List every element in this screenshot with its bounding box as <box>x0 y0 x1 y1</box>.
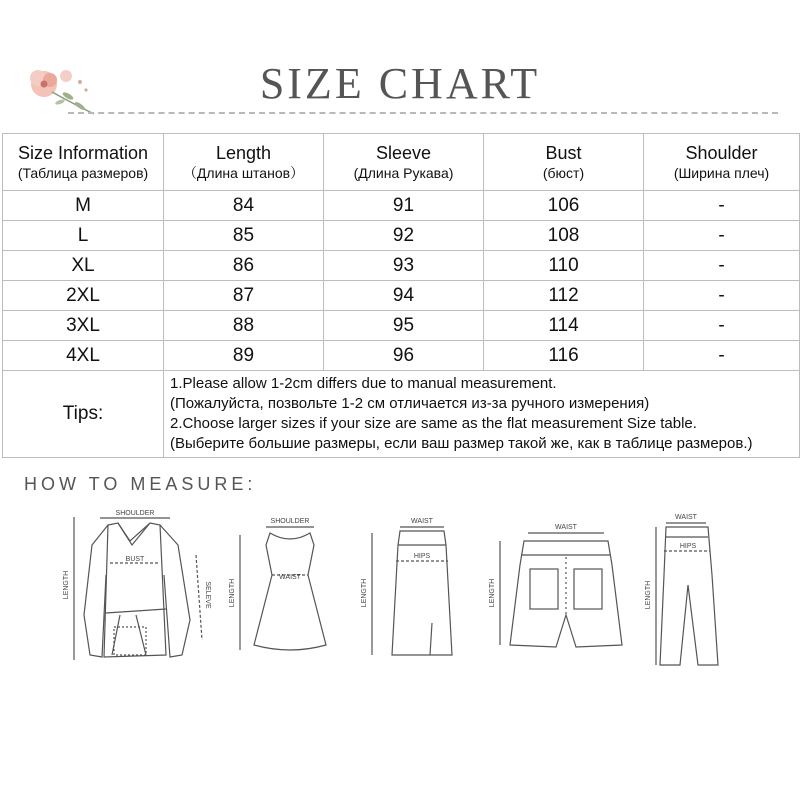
table-cell: 96 <box>324 341 484 371</box>
coat-illustration-icon <box>63 510 211 660</box>
tips-row <box>3 371 800 458</box>
table-row <box>3 311 800 341</box>
column-header-sleeve: Sleeve (Длина Рукава) <box>324 134 484 191</box>
dress-illustration-icon <box>229 518 326 650</box>
length-label: LENGTH <box>489 578 496 608</box>
hips-label: HIPS <box>413 553 431 560</box>
length-label: LENGTH <box>645 580 652 610</box>
shoulder-label: SHOULDER <box>270 518 310 525</box>
table-row <box>3 341 800 371</box>
table-cell: 116 <box>484 341 644 371</box>
table-row <box>3 221 800 251</box>
table-cell: 93 <box>324 251 484 281</box>
tips-label: Tips: <box>3 371 164 458</box>
table-cell: 88 <box>164 311 324 341</box>
tip-line: 2.Choose larger sizes if your size are same as the flat measurement Size table. <box>170 415 697 432</box>
table-cell: - <box>644 341 800 371</box>
length-label: LENGTH <box>229 578 236 608</box>
waist-label: WAIST <box>675 514 697 521</box>
hips-label: HIPS <box>679 543 697 550</box>
table-cell: 114 <box>484 311 644 341</box>
table-cell: 91 <box>324 191 484 221</box>
skirt-illustration-icon <box>361 518 452 655</box>
table-cell: 112 <box>484 281 644 311</box>
sleeve-label: SELEVE <box>204 581 211 609</box>
measurement-illustrations <box>0 505 800 685</box>
table-cell: - <box>644 221 800 251</box>
table-row <box>3 191 800 221</box>
table-cell: 106 <box>484 191 644 221</box>
table-cell: - <box>644 311 800 341</box>
table-cell: 2XL <box>3 281 164 311</box>
table-cell: 3XL <box>3 311 164 341</box>
table-cell: 92 <box>324 221 484 251</box>
table-cell: 94 <box>324 281 484 311</box>
table-row <box>3 251 800 281</box>
table-cell: L <box>3 221 164 251</box>
shorts-illustration-icon <box>489 524 622 647</box>
how-to-measure-heading: HOW TO MEASURE: <box>24 474 257 494</box>
tip-line: (Выберите большие размеры, если ваш размер такой же, как в таблице размеров.) <box>170 435 753 452</box>
bust-label: BUST <box>125 556 145 563</box>
table-cell: 84 <box>164 191 324 221</box>
table-header-row <box>3 134 800 191</box>
tips-text <box>164 371 800 458</box>
table-cell: 86 <box>164 251 324 281</box>
waist-label: WAIST <box>279 574 301 581</box>
length-label: LENGTH <box>361 578 368 608</box>
table-cell: 95 <box>324 311 484 341</box>
table-row <box>3 281 800 311</box>
table-cell: XL <box>3 251 164 281</box>
table-cell: 87 <box>164 281 324 311</box>
header-divider <box>68 112 778 114</box>
waist-label: WAIST <box>411 518 433 525</box>
column-header-length: Length （Длина штанов） <box>164 134 324 191</box>
table-cell: 110 <box>484 251 644 281</box>
waist-label: WAIST <box>555 524 577 531</box>
length-label: LENGTH <box>63 570 70 600</box>
table-cell: 108 <box>484 221 644 251</box>
table-cell: - <box>644 281 800 311</box>
column-header-shoulder: Shoulder (Ширина плеч) <box>644 134 800 191</box>
tip-line: 1.Please allow 1-2cm differs due to manual measurement. <box>170 375 557 392</box>
table-cell: - <box>644 191 800 221</box>
table-cell: 4XL <box>3 341 164 371</box>
page-title: SIZE CHART <box>259 59 541 108</box>
table-cell: 85 <box>164 221 324 251</box>
trousers-illustration-icon <box>645 514 718 665</box>
shoulder-label: SHOULDER <box>115 510 155 517</box>
table-cell: 89 <box>164 341 324 371</box>
table-cell: M <box>3 191 164 221</box>
column-header-size: Size Information (Таблица размеров) <box>3 134 164 191</box>
column-header-bust: Bust (бюст) <box>484 134 644 191</box>
size-chart-table <box>2 133 800 458</box>
table-cell: - <box>644 251 800 281</box>
tip-line: (Пожалуйста, позвольте 1-2 см отличается из-за ручного измерения) <box>170 395 650 412</box>
